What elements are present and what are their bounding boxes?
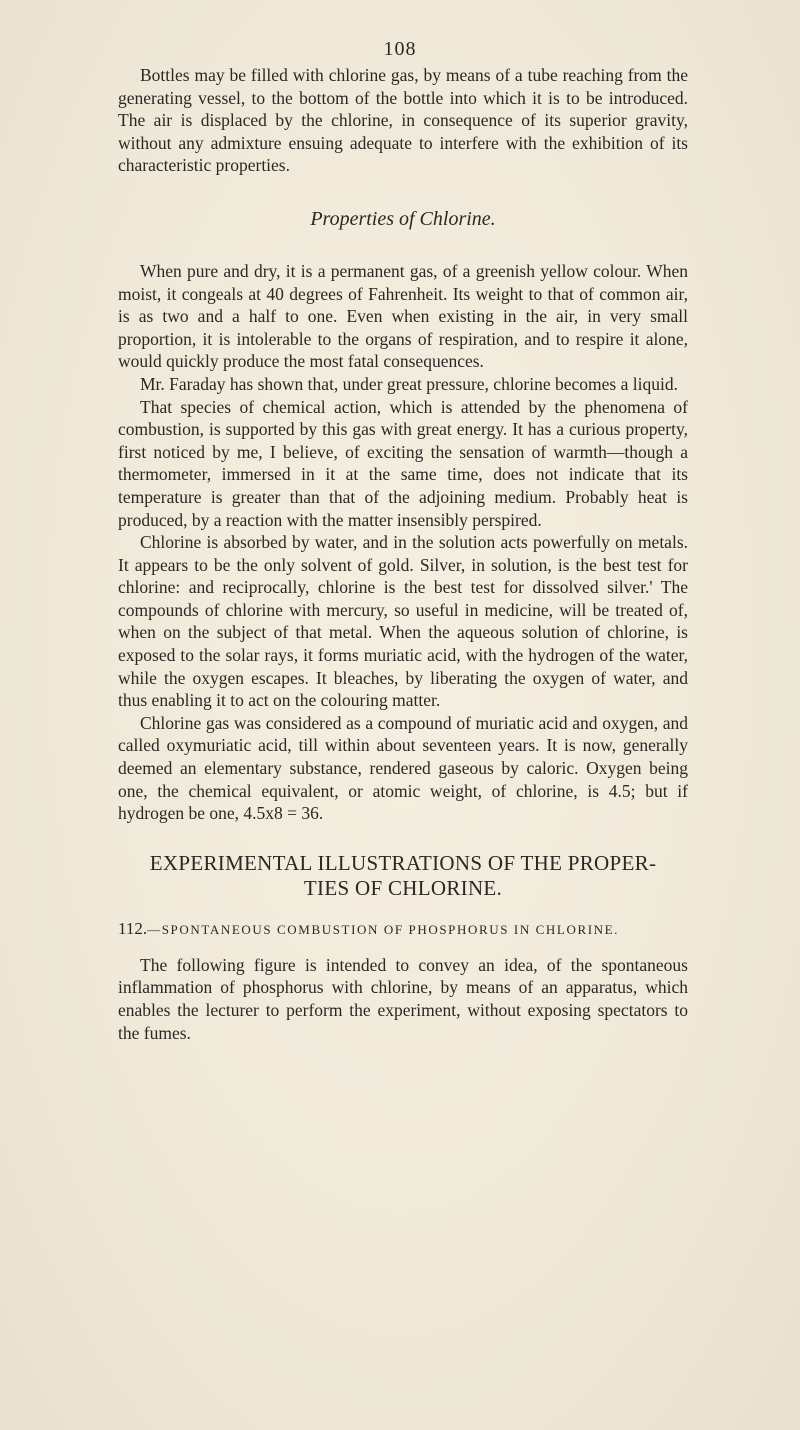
- intro-paragraph: Bottles may be filled with chlorine gas, by means of a tube reaching from the generating vessel, to the bottom of the bottle into which it is to be introduced. The air is displaced by the chlorine, in consequence of its superior gravity, without any admixture ensuing adequate to interfere with the exhibition of its characteristic properties.: [118, 65, 688, 176]
- experiment-paragraph: The following figure is intended to convey an idea, of the spontaneous inflammation of phosphorus with chlorine, by means of an apparatus, which enables the lecturer to perform the experiment, without exposing spectators to the fumes.: [118, 954, 688, 1043]
- body-paragraph: That species of chemical action, which is attended by the phenomena of combustion, is supported by this gas with great energy. It has a curious property, first noticed by me, I believe, of exciting the sensation of warmth—though a thermometer, immersed in it at the same time, does not indicate that its temperature is greater than that of the adjoining medium. Probably heat is produced, by a reaction with the matter insensibly perspired.: [118, 396, 688, 530]
- body-paragraph: Chlorine gas was considered as a compound of muriatic acid and oxygen, and called oxymuriatic acid, till within about seventeen years. It is now, generally deemed an elementary substance, rendered gaseous by caloric. Oxygen being one, the chemical equivalent, or atomic weight, of chlorine, is 4.5; but if hydrogen be one, 4.5x8 = 36.: [118, 712, 688, 824]
- experiment-heading: [118, 919, 688, 939]
- chapter-title-line-2: TIES OF CHLORINE.: [303, 875, 503, 900]
- body-paragraph: Chlorine is absorbed by water, and in the solution acts powerfully on metals. It appears to be the only solvent of gold. Silver, in solution, is the best test for chlorine: and reciprocally, chlorine is the best test for dissolved silver.' The compounds of chlorine with mercury, so useful in medicine, will be treated of, when on the subject of that metal. When the aqueous solution of chlorine, is exposed to the solar rays, it forms muriatic acid, with the hydrogen of the water, while the oxygen escapes. It bleaches, by liberating the oxygen of water, and thus enabling it to act on the colouring matter.: [118, 532, 688, 711]
- body-paragraph: When pure and dry, it is a permanent gas, of a greenish yellow colour. When moist, it congeals at 40 degrees of Fahrenheit. Its weight to that of common air, is as two and a half to one. Even when existing in the air, in very small proportion, it is intolerable to the organs of respiration, and to respire it alone, would quickly produce the most fatal consequences.: [118, 260, 688, 372]
- section-title: Properties of Chlorine.: [310, 207, 496, 230]
- chapter-title: [118, 851, 688, 901]
- experiment-number: 112.: [118, 918, 148, 938]
- page-number: 108: [383, 38, 417, 60]
- experiment-title: —SPONTANEOUS COMBUSTION OF PHOSPHORUS IN CHLORINE.: [147, 921, 620, 937]
- body-paragraph: Mr. Faraday has shown that, under great pressure, chlorine becomes a liquid.: [140, 373, 678, 394]
- chapter-title-line-1: EXPERIMENTAL ILLUSTRATIONS OF THE PROPER-: [149, 850, 657, 875]
- page-content: [118, 64, 688, 1044]
